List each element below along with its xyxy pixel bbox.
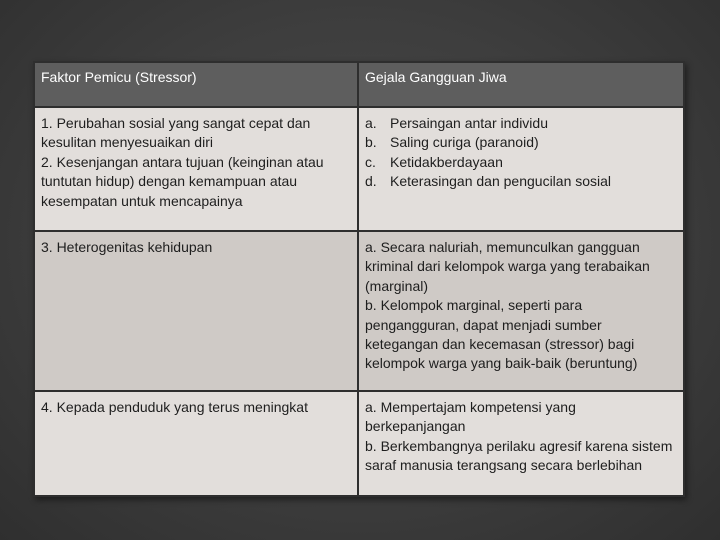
list-text: Keterasingan dan pengucilan sosial [390, 173, 612, 190]
list-text: Ketidakberdayaan [390, 153, 503, 170]
list-letter: a. [365, 115, 377, 131]
symptom-text: a. Mempertajam kompetensi yang berkepanjangan b. Berkembangnya perilaku agresif karena sistem saraf manusia terangsang secara berlebihan [365, 399, 673, 474]
list-item [365, 133, 678, 152]
symptoms-cell [358, 391, 684, 496]
list-item [365, 153, 678, 172]
header-symptoms: Gejala Gangguan Jiwa [358, 62, 684, 107]
list-text: Saling curiga (paranoid) [390, 134, 539, 151]
table-row [34, 391, 684, 496]
table-row [34, 107, 684, 231]
list-letter: d. [365, 173, 377, 190]
stressor-table [33, 61, 685, 497]
stressor-cell [34, 231, 358, 391]
list-text: Persaingan antar individu [390, 115, 548, 131]
table-row [34, 231, 684, 391]
list-letter: b. [365, 134, 377, 151]
symptoms-cell [358, 231, 684, 391]
stressor-text: 4. Kepada penduduk yang terus meningkat [41, 399, 308, 415]
symptom-list [365, 114, 678, 192]
stressor-cell [34, 391, 358, 496]
symptom-text: a. Secara naluriah, memunculkan gangguan kriminal dari kelompok warga yang terabaikan (marginal) b. Kelompok marginal, seperti para pengangguran, dapat menjadi sumber ketegangan dan kecemasan (stressor) bagi kelompok warga yang baik-baik (beruntung) [365, 239, 650, 372]
header-stressor: Faktor Pemicu (Stressor) [34, 62, 358, 107]
stressor-text: 3. Heterogenitas kehidupan [41, 239, 213, 255]
stressor-line-1-2: 1. Perubahan sosial yang sangat cepat dan kesulitan menyesuaikan diri 2. Kesenjangan antara tujuan (keinginan atau tuntutan hidup) dengan kemampuan atau kesempatan untuk mencapainya [41, 115, 324, 209]
list-item [365, 172, 678, 191]
list-letter: c. [365, 153, 376, 170]
symptoms-cell [358, 107, 684, 231]
stressor-cell [34, 107, 358, 231]
list-item [365, 114, 678, 133]
table-header-row [34, 62, 684, 107]
